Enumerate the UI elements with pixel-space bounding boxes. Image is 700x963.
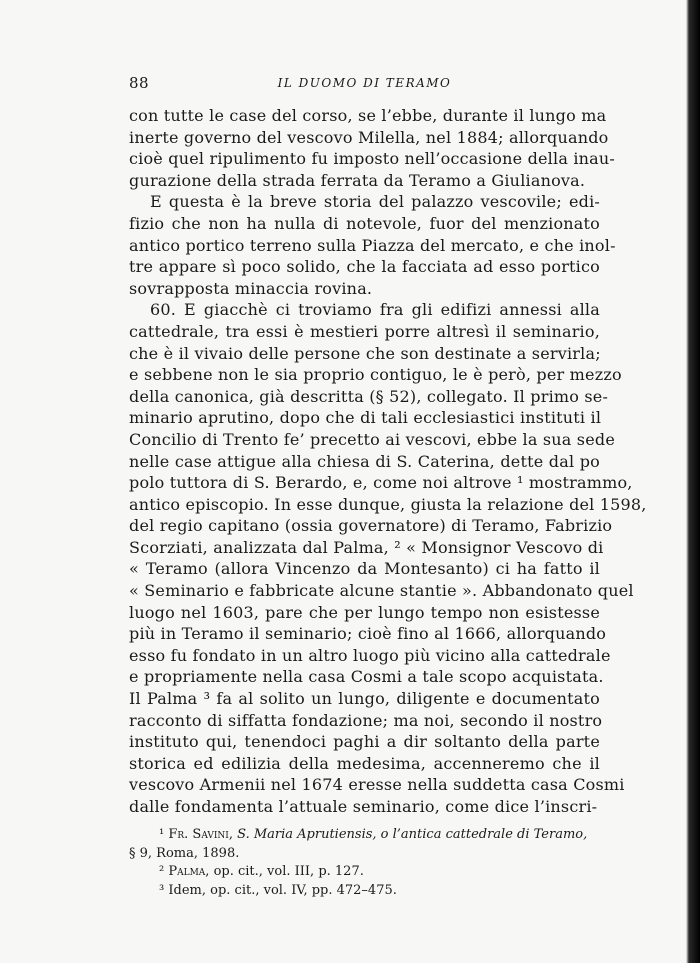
text-line: sovrapposta minaccia rovina.	[129, 278, 373, 298]
text-line: esso fu fondato in un altro luogo più vicino alla cattedrale	[129, 645, 611, 665]
text-line: polo tuttora di S. Berardo, e, come noi altrove ¹ mostrammo,	[129, 473, 633, 493]
footnote-3	[129, 882, 600, 901]
footnote-2	[129, 863, 600, 882]
text-line: inerte governo del vescovo Milella, nel 1884; allorquando	[129, 127, 609, 147]
text-line: instituto qui, tenendoci paghi a dir soltanto della parte	[129, 732, 600, 752]
text-line: e propriamente nella casa Cosmi a tale scopo acquistata.	[129, 667, 604, 687]
text-line: e sebbene non le sia proprio contiguo, le è però, per mezzo	[129, 365, 622, 385]
footnotes	[129, 826, 600, 900]
text-line: della canonica, già descritta (§ 52), collegato. Il primo se-	[129, 386, 609, 406]
footnote-1-continuation: § 9, Roma, 1898.	[129, 845, 240, 861]
footnote-marker: ³	[159, 882, 165, 898]
footnote-text: op. cit., vol. IV, pp. 472–475.	[210, 882, 397, 898]
text-line: più in Teramo il seminario; cioè fino al 1666, allorquando	[129, 624, 607, 644]
text-line: « Teramo (allora Vincenzo da Montesanto) ci ha fatto il	[129, 559, 600, 579]
footnote-text: op. cit., vol. III, p. 127.	[213, 864, 364, 879]
text-line: storica ed edilizia della medesima, accenneremo che il	[129, 753, 600, 773]
text-line: cattedrale, tra essi è mestieri porre altresì il seminario,	[129, 321, 600, 341]
footnote-author: Fr. Savini,	[168, 827, 233, 842]
text-line: del regio capitano (ossia governatore) di Teramo, Fabrizio	[129, 516, 613, 536]
text-line: Concilio di Trento fe’ precetto ai vescovi, ebbe la sua sede	[129, 429, 615, 449]
footnote-author: Palma,	[168, 864, 210, 879]
text-line: con tutte le case del corso, se l’ebbe, durante il lungo ma	[129, 106, 607, 125]
text-line: minario aprutino, dopo che di tali ecclesiastici instituti il	[129, 408, 602, 428]
footnote-marker: ²	[159, 864, 165, 879]
footnote-title: S. Maria Aprutiensis, o l’antica cattedrale di Teramo,	[237, 827, 588, 842]
text-line: antico portico terreno sulla Piazza del mercato, e che inol-	[129, 235, 616, 255]
text-line: racconto di siffatta fondazione; ma noi, secondo il nostro	[129, 710, 603, 730]
text-line: cioè quel ripulimento fu imposto nell’occasione della inau-	[129, 149, 616, 169]
page-header	[129, 74, 600, 96]
text-line: antico episcopio. In esse dunque, giusta la relazione del 1598,	[129, 494, 647, 514]
text-line: « Seminario e fabbricate alcune stantie ». Abbandonato quel	[129, 581, 634, 601]
body-text	[129, 105, 647, 818]
text-line: dalle fondamenta l’attuale seminario, come dice l’inscri-	[129, 797, 598, 816]
text-line: vescovo Armenii nel 1674 eresse nella suddetta casa Cosmi	[129, 775, 625, 795]
text-line: luogo nel 1603, pare che per lungo tempo non esistesse	[129, 602, 600, 622]
text-line: 60. E giacchè ci troviamo fra gli edifizi annessi alla	[150, 300, 600, 320]
footnote-marker: ¹	[159, 827, 165, 842]
text-line: Scorziati, analizzata dal Palma, ² « Monsignor Vescovo di	[129, 537, 604, 557]
footnote-author: Idem,	[168, 882, 206, 898]
text-line: che è il vivaio delle persone che son destinate a servirla;	[129, 343, 601, 363]
page-number: 88	[129, 74, 150, 92]
text-line: Il Palma ³ fa al solito un lungo, diligente e documentato	[129, 689, 600, 709]
text-line: nelle case attigue alla chiesa di S. Caterina, dette dal po	[129, 451, 600, 471]
text-line: fizio che non ha nulla di notevole, fuor del menzionato	[129, 213, 600, 233]
text-line: E questa è la breve storia del palazzo vescovile; edi-	[150, 192, 600, 212]
text-line: gurazione della strada ferrata da Teramo a Giulianova.	[129, 170, 586, 190]
scan-edge-shadow	[686, 0, 700, 963]
footnote-1	[129, 826, 600, 845]
running-title: IL DUOMO DI TERAMO	[277, 76, 452, 90]
text-line: tre appare sì poco solido, che la facciata ad esso portico	[129, 257, 600, 277]
